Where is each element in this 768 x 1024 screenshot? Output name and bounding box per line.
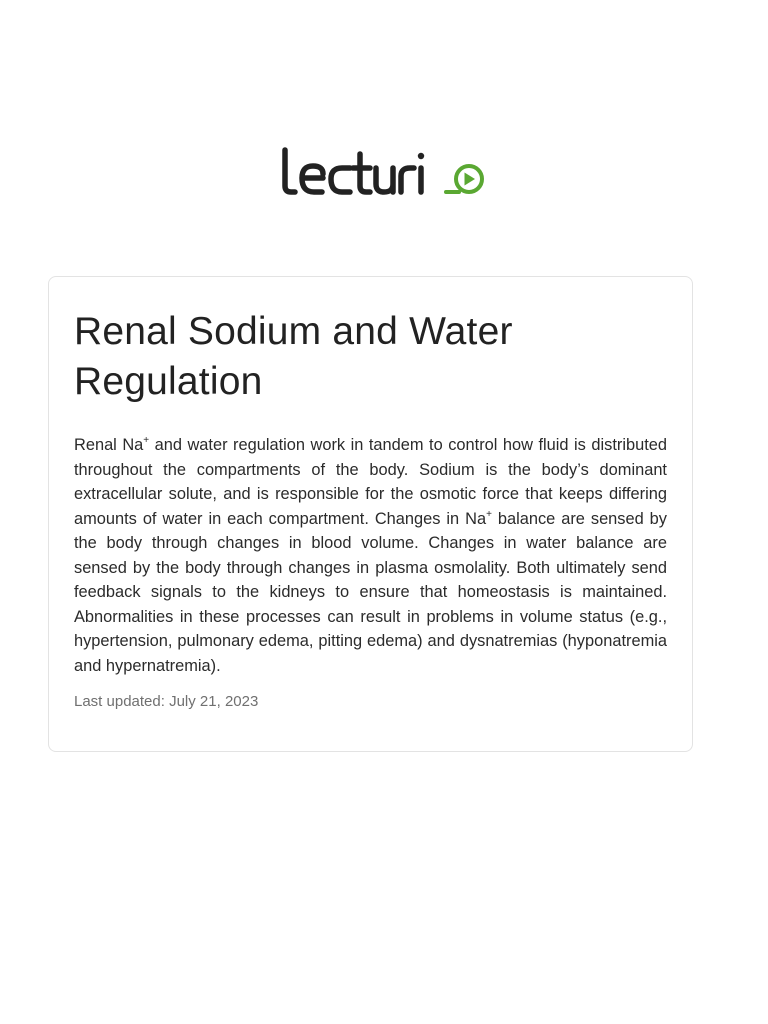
lecturio-logo — [280, 146, 490, 198]
last-updated: Last updated: July 21, 2023 — [74, 693, 259, 710]
sodium-charge-superscript: + — [143, 435, 150, 446]
summary-part-3: balance are sensed by the body through changes in blood volume. Changes in water balance are sensed by the body through changes in plasma osmolality. Both ultimately send feedback signals to the kidneys to ensure that homeostasis is maintained. Abnormalities in these processes can result in problems in volume status (e.g., hypertension, pulmonary edema, pitting edema) and dysnatremias (hyponatremia and hypernatremia). — [74, 509, 667, 675]
article-summary — [74, 433, 667, 678]
sodium-charge-superscript: + — [486, 508, 492, 520]
article-card — [48, 276, 693, 752]
summary-part-1: Renal Na — [74, 436, 144, 454]
article-title: Renal Sodium and Water Regulation — [74, 310, 513, 403]
summary-part-2: and water regulation work in tandem to control how fluid is distributed throughout the compartments of the body. Sodium is the body’s dominant extracellular solute, and is responsible for the osmotic force that keeps differing amounts of water in each compartment. Changes in Na — [74, 436, 667, 528]
play-circle-icon — [446, 166, 482, 192]
